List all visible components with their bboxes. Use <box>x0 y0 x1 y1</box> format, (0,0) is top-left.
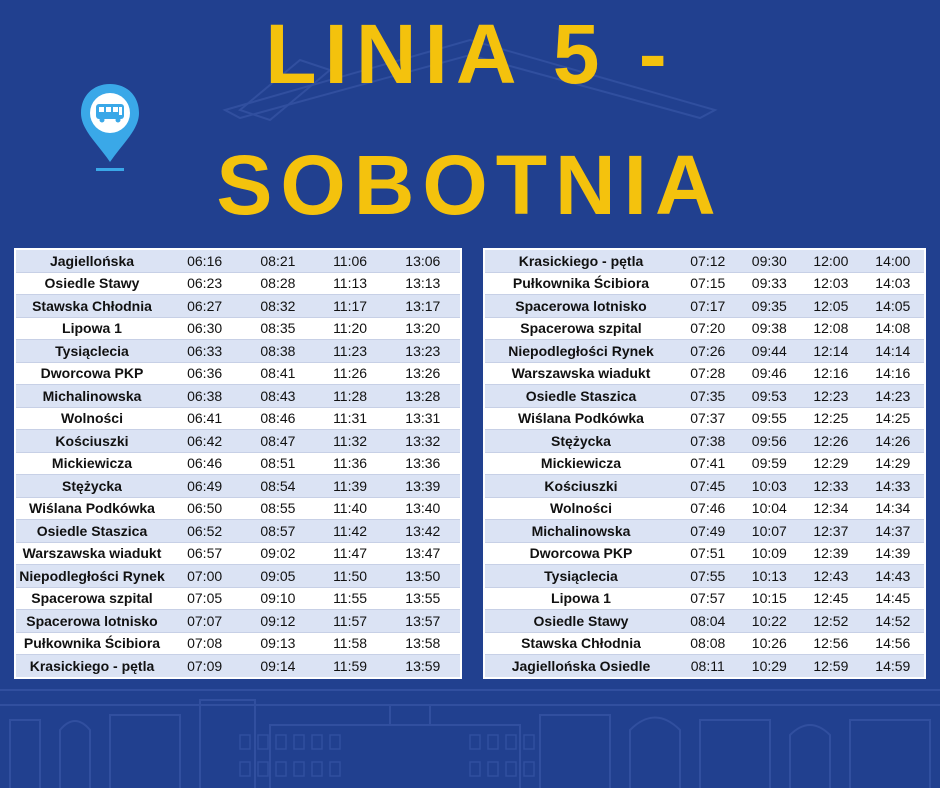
timetable-row <box>15 610 461 633</box>
departure-time: 09:55 <box>739 407 801 430</box>
timetable-row <box>15 497 461 520</box>
stop-name: Krasickiego - pętla <box>15 655 168 678</box>
departure-time: 07:05 <box>168 587 241 610</box>
departure-time: 09:14 <box>241 655 314 678</box>
stop-name: Mickiewicza <box>484 452 677 475</box>
departure-time: 09:38 <box>739 317 801 340</box>
departure-time: 10:26 <box>739 632 801 655</box>
departure-time: 08:54 <box>241 475 314 498</box>
departure-time: 08:35 <box>241 317 314 340</box>
timetable-row <box>484 272 925 295</box>
departure-time: 07:57 <box>677 587 739 610</box>
stop-name: Stawska Chłodnia <box>484 632 677 655</box>
departure-time: 12:39 <box>800 542 862 565</box>
departure-time: 07:45 <box>677 475 739 498</box>
departure-time: 06:23 <box>168 272 241 295</box>
timetable-row <box>15 565 461 588</box>
departure-time: 07:26 <box>677 340 739 363</box>
departure-time: 07:55 <box>677 565 739 588</box>
departure-time: 12:08 <box>800 317 862 340</box>
departure-time: 13:31 <box>386 407 461 430</box>
departure-time: 13:17 <box>386 295 461 318</box>
timetable-row <box>484 385 925 408</box>
departure-time: 09:12 <box>241 610 314 633</box>
stop-name: Michalinowska <box>15 385 168 408</box>
departure-time: 13:42 <box>386 520 461 543</box>
stop-name: Osiedle Staszica <box>484 385 677 408</box>
timetable-row <box>484 520 925 543</box>
departure-time: 14:26 <box>862 430 925 453</box>
departure-time: 07:20 <box>677 317 739 340</box>
timetable-row <box>484 655 925 678</box>
timetable-row <box>484 362 925 385</box>
departure-time: 11:26 <box>315 362 386 385</box>
stop-name: Michalinowska <box>484 520 677 543</box>
departure-time: 13:40 <box>386 497 461 520</box>
departure-time: 11:55 <box>315 587 386 610</box>
departure-time: 14:05 <box>862 295 925 318</box>
departure-time: 14:56 <box>862 632 925 655</box>
departure-time: 07:17 <box>677 295 739 318</box>
departure-time: 07:07 <box>168 610 241 633</box>
departure-time: 11:50 <box>315 565 386 588</box>
stop-name: Mickiewicza <box>15 452 168 475</box>
departure-time: 08:43 <box>241 385 314 408</box>
timetable-row <box>484 430 925 453</box>
stop-name: Krasickiego - pętla <box>484 249 677 272</box>
departure-time: 07:09 <box>168 655 241 678</box>
stop-name: Niepodległości Rynek <box>15 565 168 588</box>
departure-time: 09:53 <box>739 385 801 408</box>
departure-time: 11:32 <box>315 430 386 453</box>
departure-time: 06:46 <box>168 452 241 475</box>
departure-time: 07:51 <box>677 542 739 565</box>
departure-time: 08:46 <box>241 407 314 430</box>
stop-name: Tysiąclecia <box>15 340 168 363</box>
departure-time: 12:25 <box>800 407 862 430</box>
stop-name: Wiślana Podkówka <box>15 497 168 520</box>
departure-time: 08:41 <box>241 362 314 385</box>
timetable-row <box>15 452 461 475</box>
departure-time: 13:55 <box>386 587 461 610</box>
timetable-row <box>484 407 925 430</box>
departure-time: 10:09 <box>739 542 801 565</box>
departure-time: 07:08 <box>168 632 241 655</box>
departure-time: 11:31 <box>315 407 386 430</box>
title-line-2: SOBOTNIA <box>216 138 724 232</box>
timetable-row <box>15 632 461 655</box>
departure-time: 07:12 <box>677 249 739 272</box>
departure-time: 09:59 <box>739 452 801 475</box>
timetable-row <box>15 542 461 565</box>
departure-time: 06:49 <box>168 475 241 498</box>
departure-time: 13:06 <box>386 249 461 272</box>
departure-time: 12:33 <box>800 475 862 498</box>
stop-name: Spacerowa szpital <box>15 587 168 610</box>
departure-time: 07:38 <box>677 430 739 453</box>
departure-time: 14:37 <box>862 520 925 543</box>
stop-name: Osiedle Stawy <box>15 272 168 295</box>
timetable-row <box>15 385 461 408</box>
departure-time: 06:33 <box>168 340 241 363</box>
timetable-row <box>484 587 925 610</box>
departure-time: 13:59 <box>386 655 461 678</box>
stop-name: Osiedle Staszica <box>15 520 168 543</box>
departure-time: 07:37 <box>677 407 739 430</box>
departure-time: 13:47 <box>386 542 461 565</box>
departure-time: 07:49 <box>677 520 739 543</box>
departure-time: 09:35 <box>739 295 801 318</box>
stop-name: Jagiellońska <box>15 249 168 272</box>
departure-time: 13:13 <box>386 272 461 295</box>
title-line-1: LINIA 5 - <box>265 7 675 101</box>
departure-time: 14:14 <box>862 340 925 363</box>
stop-name: Warszawska wiadukt <box>15 542 168 565</box>
timetable-row <box>15 295 461 318</box>
stop-name: Wolności <box>15 407 168 430</box>
timetable-row <box>15 272 461 295</box>
bus-location-pin-icon <box>78 82 142 174</box>
departure-time: 12:52 <box>800 610 862 633</box>
departure-time: 11:36 <box>315 452 386 475</box>
departure-time: 11:42 <box>315 520 386 543</box>
departure-time: 14:34 <box>862 497 925 520</box>
departure-time: 08:32 <box>241 295 314 318</box>
departure-time: 12:37 <box>800 520 862 543</box>
departure-time: 07:35 <box>677 385 739 408</box>
departure-time: 06:41 <box>168 407 241 430</box>
departure-time: 06:50 <box>168 497 241 520</box>
timetable-row <box>15 520 461 543</box>
departure-time: 12:23 <box>800 385 862 408</box>
departure-time: 09:13 <box>241 632 314 655</box>
departure-time: 08:11 <box>677 655 739 678</box>
departure-time: 06:27 <box>168 295 241 318</box>
departure-time: 11:47 <box>315 542 386 565</box>
departure-time: 12:45 <box>800 587 862 610</box>
timetable-row <box>15 587 461 610</box>
departure-time: 09:46 <box>739 362 801 385</box>
timetable-row <box>15 407 461 430</box>
departure-time: 08:55 <box>241 497 314 520</box>
departure-time: 11:39 <box>315 475 386 498</box>
departure-time: 13:57 <box>386 610 461 633</box>
departure-time: 09:02 <box>241 542 314 565</box>
departure-time: 08:08 <box>677 632 739 655</box>
departure-time: 12:43 <box>800 565 862 588</box>
timetable-row <box>15 340 461 363</box>
stop-name: Kościuszki <box>484 475 677 498</box>
timetable-row <box>484 452 925 475</box>
timetable-row <box>15 475 461 498</box>
stop-name: Lipowa 1 <box>15 317 168 340</box>
departure-time: 08:28 <box>241 272 314 295</box>
timetable-row <box>15 655 461 678</box>
stop-name: Lipowa 1 <box>484 587 677 610</box>
departure-time: 07:41 <box>677 452 739 475</box>
departure-time: 10:29 <box>739 655 801 678</box>
departure-time: 08:51 <box>241 452 314 475</box>
departure-time: 13:23 <box>386 340 461 363</box>
departure-time: 08:47 <box>241 430 314 453</box>
departure-time: 10:07 <box>739 520 801 543</box>
timetable-row <box>484 249 925 272</box>
timetable-row <box>484 295 925 318</box>
departure-time: 12:34 <box>800 497 862 520</box>
departure-time: 13:58 <box>386 632 461 655</box>
departure-time: 07:00 <box>168 565 241 588</box>
departure-time: 06:16 <box>168 249 241 272</box>
timetable-row <box>484 632 925 655</box>
departure-time: 12:29 <box>800 452 862 475</box>
departure-time: 07:46 <box>677 497 739 520</box>
departure-time: 14:43 <box>862 565 925 588</box>
timetable-row <box>484 317 925 340</box>
departure-time: 06:52 <box>168 520 241 543</box>
departure-time: 12:14 <box>800 340 862 363</box>
departure-time: 14:23 <box>862 385 925 408</box>
timetable-row <box>484 542 925 565</box>
stop-name: Warszawska wiadukt <box>484 362 677 385</box>
departure-time: 14:39 <box>862 542 925 565</box>
departure-time: 09:44 <box>739 340 801 363</box>
departure-time: 14:03 <box>862 272 925 295</box>
departure-time: 12:03 <box>800 272 862 295</box>
timetable-row <box>484 565 925 588</box>
departure-time: 12:59 <box>800 655 862 678</box>
departure-time: 12:16 <box>800 362 862 385</box>
stop-name: Spacerowa szpital <box>484 317 677 340</box>
timetable-row <box>484 610 925 633</box>
departure-time: 10:03 <box>739 475 801 498</box>
departure-time: 09:30 <box>739 249 801 272</box>
stop-name: Tysiąclecia <box>484 565 677 588</box>
departure-time: 07:15 <box>677 272 739 295</box>
departure-time: 06:38 <box>168 385 241 408</box>
departure-time: 09:56 <box>739 430 801 453</box>
departure-time: 13:36 <box>386 452 461 475</box>
departure-time: 11:59 <box>315 655 386 678</box>
stop-name: Wolności <box>484 497 677 520</box>
departure-time: 08:21 <box>241 249 314 272</box>
departure-time: 08:57 <box>241 520 314 543</box>
departure-time: 13:26 <box>386 362 461 385</box>
departure-time: 14:52 <box>862 610 925 633</box>
stop-name: Dworcowa PKP <box>15 362 168 385</box>
departure-time: 11:23 <box>315 340 386 363</box>
stop-name: Osiedle Stawy <box>484 610 677 633</box>
timetable-outbound <box>14 248 462 679</box>
stop-name: Wiślana Podkówka <box>484 407 677 430</box>
departure-time: 14:29 <box>862 452 925 475</box>
stop-name: Spacerowa lotnisko <box>484 295 677 318</box>
departure-time: 14:33 <box>862 475 925 498</box>
departure-time: 11:20 <box>315 317 386 340</box>
departure-time: 08:04 <box>677 610 739 633</box>
departure-time: 11:40 <box>315 497 386 520</box>
timetable-row <box>484 475 925 498</box>
departure-time: 12:05 <box>800 295 862 318</box>
departure-time: 10:04 <box>739 497 801 520</box>
departure-time: 13:28 <box>386 385 461 408</box>
timetable-row <box>484 340 925 363</box>
stop-name: Kościuszki <box>15 430 168 453</box>
stop-name: Pułkownika Ścibiora <box>15 632 168 655</box>
departure-time: 13:50 <box>386 565 461 588</box>
departure-time: 12:56 <box>800 632 862 655</box>
departure-time: 09:10 <box>241 587 314 610</box>
departure-time: 06:57 <box>168 542 241 565</box>
departure-time: 11:28 <box>315 385 386 408</box>
departure-time: 11:17 <box>315 295 386 318</box>
stop-name: Jagiellońska Osiedle <box>484 655 677 678</box>
departure-time: 14:00 <box>862 249 925 272</box>
departure-time: 13:32 <box>386 430 461 453</box>
departure-time: 14:16 <box>862 362 925 385</box>
stop-name: Stawska Chłodnia <box>15 295 168 318</box>
departure-time: 13:20 <box>386 317 461 340</box>
departure-time: 11:57 <box>315 610 386 633</box>
stop-name: Dworcowa PKP <box>484 542 677 565</box>
departure-time: 13:39 <box>386 475 461 498</box>
departure-time: 12:00 <box>800 249 862 272</box>
timetable-row <box>15 249 461 272</box>
departure-time: 10:22 <box>739 610 801 633</box>
departure-time: 10:15 <box>739 587 801 610</box>
departure-time: 06:30 <box>168 317 241 340</box>
departure-time: 11:58 <box>315 632 386 655</box>
stop-name: Spacerowa lotnisko <box>15 610 168 633</box>
stop-name: Stężycka <box>484 430 677 453</box>
departure-time: 14:45 <box>862 587 925 610</box>
departure-time: 06:42 <box>168 430 241 453</box>
departure-time: 11:13 <box>315 272 386 295</box>
departure-time: 07:28 <box>677 362 739 385</box>
timetable-row <box>15 317 461 340</box>
departure-time: 12:26 <box>800 430 862 453</box>
stop-name: Stężycka <box>15 475 168 498</box>
stop-name: Niepodległości Rynek <box>484 340 677 363</box>
departure-time: 14:59 <box>862 655 925 678</box>
stop-name: Pułkownika Ścibiora <box>484 272 677 295</box>
timetable-row <box>15 362 461 385</box>
departure-time: 08:38 <box>241 340 314 363</box>
departure-time: 14:25 <box>862 407 925 430</box>
departure-time: 09:05 <box>241 565 314 588</box>
departure-time: 14:08 <box>862 317 925 340</box>
timetable-row <box>484 497 925 520</box>
timetable-row <box>15 430 461 453</box>
departure-time: 10:13 <box>739 565 801 588</box>
departure-time: 11:06 <box>315 249 386 272</box>
departure-time: 06:36 <box>168 362 241 385</box>
departure-time: 09:33 <box>739 272 801 295</box>
timetable-return <box>483 248 926 679</box>
